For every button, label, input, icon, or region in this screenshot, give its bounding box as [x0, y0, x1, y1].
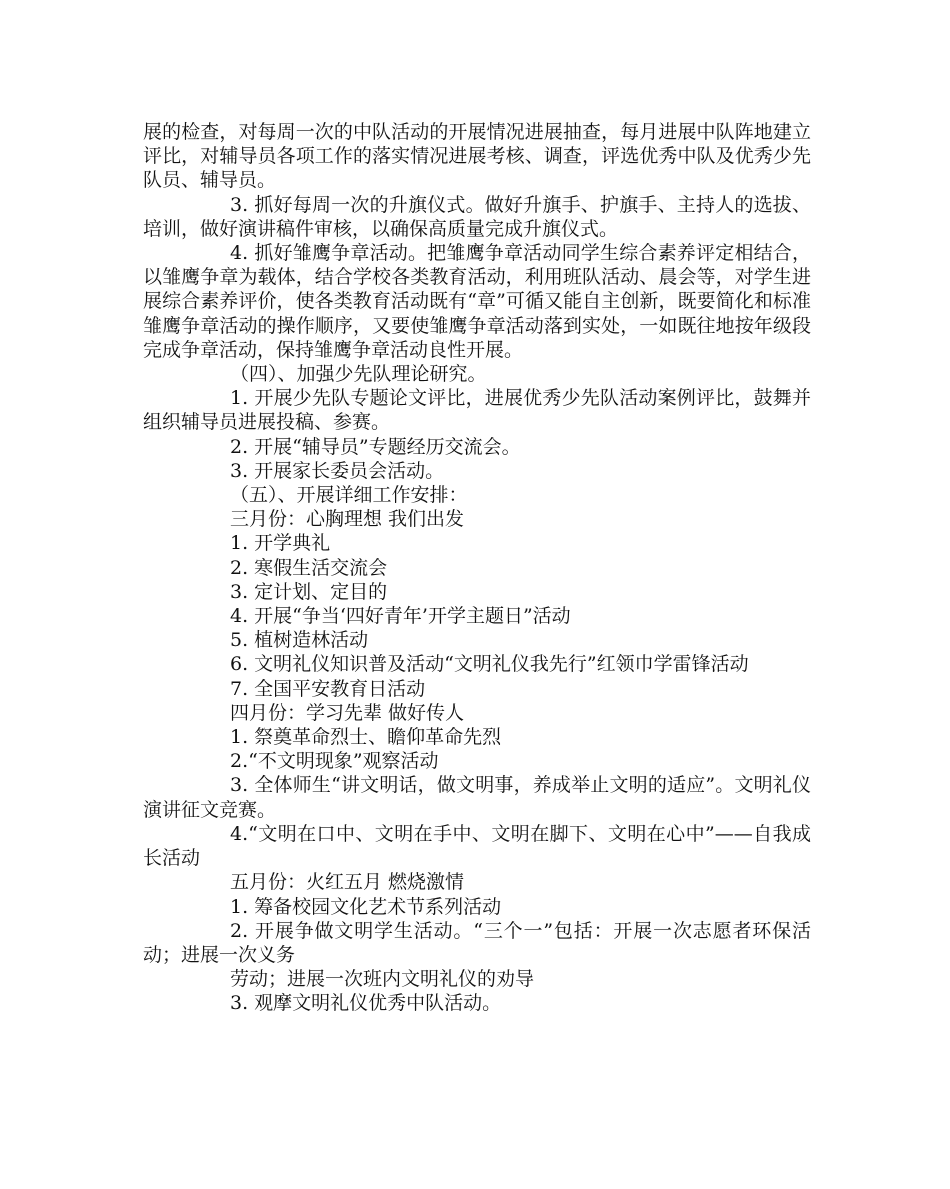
list-item: 3. 定计划、定目的 — [230, 580, 388, 603]
list-item: 2. 寒假生活交流会 — [230, 556, 388, 579]
document-body — [143, 120, 811, 1016]
paragraph: 展的检查，对每周一次的中队活动的开展情况进展抽查，每月进展中队阵地建立评比，对辅导员各项工作的落实情况进展考核、调查，评选优秀中队及优秀少先队员、辅导员。 — [143, 121, 811, 192]
month-heading: 五月份：火红五月 燃烧激情 — [230, 871, 465, 894]
list-item: 1. 筹备校园文化艺术节系列活动 — [230, 895, 502, 918]
list-item: 3. 全体师生“讲文明话，做文明事，养成举止文明的适应”。文明礼仪演讲征文竞赛。 — [143, 774, 811, 821]
list-item: 1. 开学典礼 — [230, 532, 331, 555]
list-item: 2.“不文明现象”观察活动 — [230, 750, 439, 773]
paragraph: 4. 抓好雏鹰争章活动。把雏鹰争章活动同学生综合素养评定相结合，以雏鹰争章为载体，结合学校各类教育活动，利用班队活动、晨会等，对学生进展综合素养评价，使各类教育活动既有“章”可循又能自主创新，既要简化和标准雏鹰争章活动的操作顺序，又要使雏鹰争章活动落到实处，一如既往地按年级段完成争章活动，保持雏鹰争章活动良性开展。 — [143, 242, 811, 361]
list-item: 4. 开展“争当‘四好青年’开学主题日”活动 — [230, 605, 571, 628]
paragraph: 劳动；进展一次班内文明礼仪的劝导 — [230, 968, 535, 991]
section-heading: （五）、开展详细工作安排： — [230, 484, 468, 507]
list-item: 7. 全国平安教育日活动 — [230, 677, 426, 700]
month-heading: 四月份：学习先辈 做好传人 — [230, 701, 465, 724]
list-item: 1. 祭奠革命烈士、瞻仰革命先烈 — [230, 726, 502, 749]
list-item: 2. 开展争做文明学生活动。“三个一”包括：开展一次志愿者环保活动；进展一次义务 — [143, 919, 811, 966]
paragraph: 2. 开展“辅导员”专题经历交流会。 — [230, 435, 521, 458]
month-heading: 三月份：心胸理想 我们出发 — [230, 508, 465, 531]
list-item: 4.“文明在口中、文明在手中、文明在脚下、文明在心中”——自我成长活动 — [143, 822, 811, 870]
list-item: 5. 植树造林活动 — [230, 629, 369, 652]
paragraph: 3. 开展家长委员会活动。 — [230, 459, 445, 482]
section-heading: （四）、加强少先队理论研究。 — [230, 363, 487, 386]
paragraph: 3. 抓好每周一次的升旗仪式。做好升旗手、护旗手、主持人的选拔、培训，做好演讲稿件审核，以确保高质量完成升旗仪式。 — [143, 193, 811, 240]
paragraph: 1. 开展少先队专题论文评比，进展优秀少先队活动案例评比，鼓舞并组织辅导员进展投稿、参赛。 — [143, 387, 811, 434]
list-item: 6. 文明礼仪知识普及活动“文明礼仪我先行”红领巾学雷锋活动 — [230, 653, 749, 676]
list-item: 3. 观摩文明礼仪优秀中队活动。 — [230, 992, 502, 1015]
